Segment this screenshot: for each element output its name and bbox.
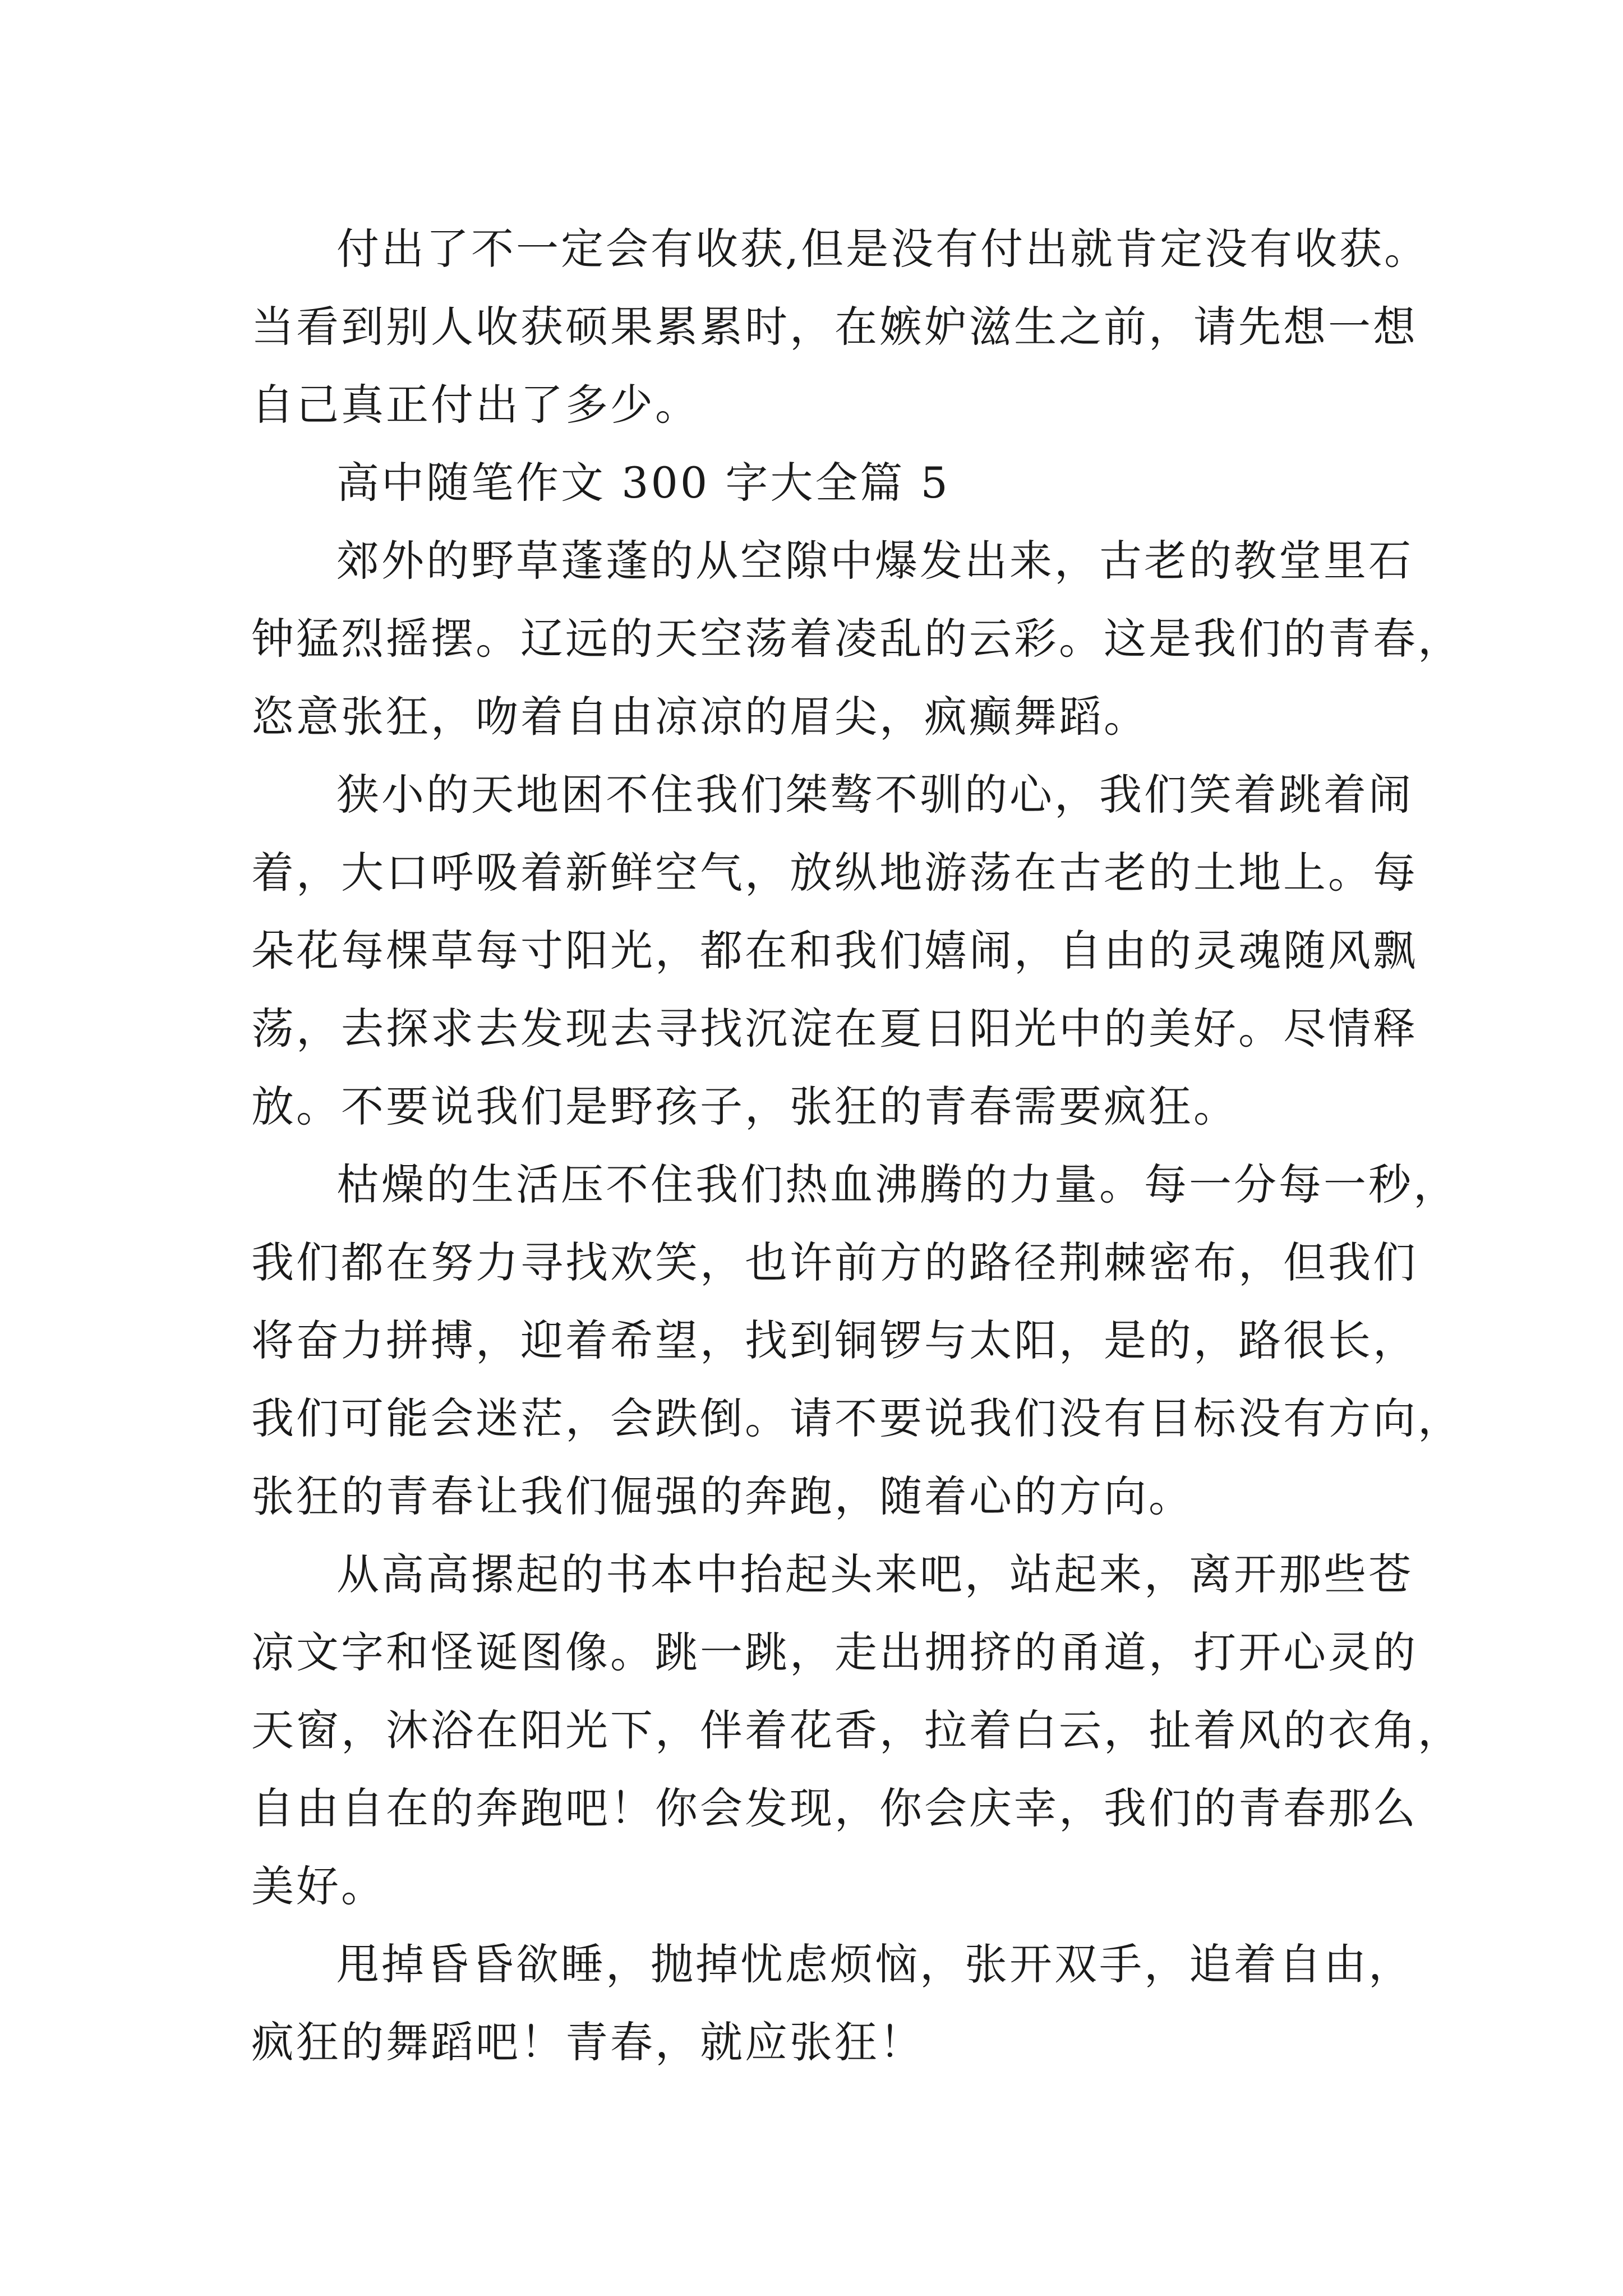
text-line: 恣意张狂，吻着自由凉凉的眉尖，疯癫舞蹈。 bbox=[251, 692, 1149, 742]
text-line: 自由自在的奔跑吧！你会发现，你会庆幸，我们的青春那么 bbox=[251, 1783, 1418, 1833]
text-line: 放。不要说我们是野孩子，张狂的青春需要疯狂。 bbox=[251, 1082, 1238, 1131]
text-line: 疯狂的舞蹈吧！青春，就应张狂！ bbox=[251, 2017, 924, 2067]
text-line: 我们都在努力寻找欢笑，也许前方的路径荆棘密布，但我们 bbox=[251, 1237, 1418, 1287]
text-line: 从高高摞起的书本中抬起头来吧，站起来，离开那些苍 bbox=[336, 1549, 1413, 1599]
text-line: 郊外的野草蓬蓬的从空隙中爆发出来，古老的教堂里石 bbox=[336, 536, 1413, 586]
text-line: 自己真正付出了多少。 bbox=[251, 380, 700, 430]
text-line: 狭小的天地困不住我们桀骜不驯的心，我们笑着跳着闹 bbox=[336, 770, 1413, 820]
text-line: 朵花每棵草每寸阳光，都在和我们嬉闹，自由的灵魂随风飘 bbox=[251, 926, 1418, 976]
text-line: 荡，去探求去发现去寻找沉淀在夏日阳光中的美好。尽情释 bbox=[251, 1004, 1418, 1053]
text-line: 钟猛烈摇摆。辽远的天空荡着凌乱的云彩。这是我们的青春， bbox=[251, 614, 1463, 664]
text-line: 将奋力拼搏，迎着希望，找到铜锣与太阳，是的，路很长， bbox=[251, 1315, 1418, 1365]
text-line: 甩掉昏昏欲睡，抛掉忧虑烦恼，张开双手，追着自由， bbox=[336, 1939, 1413, 1989]
text-line: 枯燥的生活压不住我们热血沸腾的力量。每一分每一秒， bbox=[336, 1159, 1458, 1209]
text-line: 我们可能会迷茫，会跌倒。请不要说我们没有目标没有方向， bbox=[251, 1393, 1463, 1443]
text-line: 着，大口呼吸着新鲜空气，放纵地游荡在古老的土地上。每 bbox=[251, 848, 1418, 898]
text-line: 天窗，沐浴在阳光下，伴着花香，拉着白云，扯着风的衣角， bbox=[251, 1705, 1463, 1755]
text-line: 美好。 bbox=[251, 1861, 386, 1911]
body-text bbox=[251, 210, 1463, 2081]
text-line: 凉文字和怪诞图像。跳一跳，走出拥挤的甬道，打开心灵的 bbox=[251, 1627, 1418, 1677]
section-heading: 高中随笔作文 300 字大全篇 5 bbox=[336, 458, 950, 508]
text-line: 张狂的青春让我们倔强的奔跑，随着心的方向。 bbox=[251, 1471, 1193, 1521]
text-line: 付出了不一定会有收获,但是没有付出就肯定没有收获。 bbox=[336, 224, 1430, 274]
text-line: 当看到别人收获硕果累累时，在嫉妒滋生之前，请先想一想 bbox=[251, 302, 1418, 352]
